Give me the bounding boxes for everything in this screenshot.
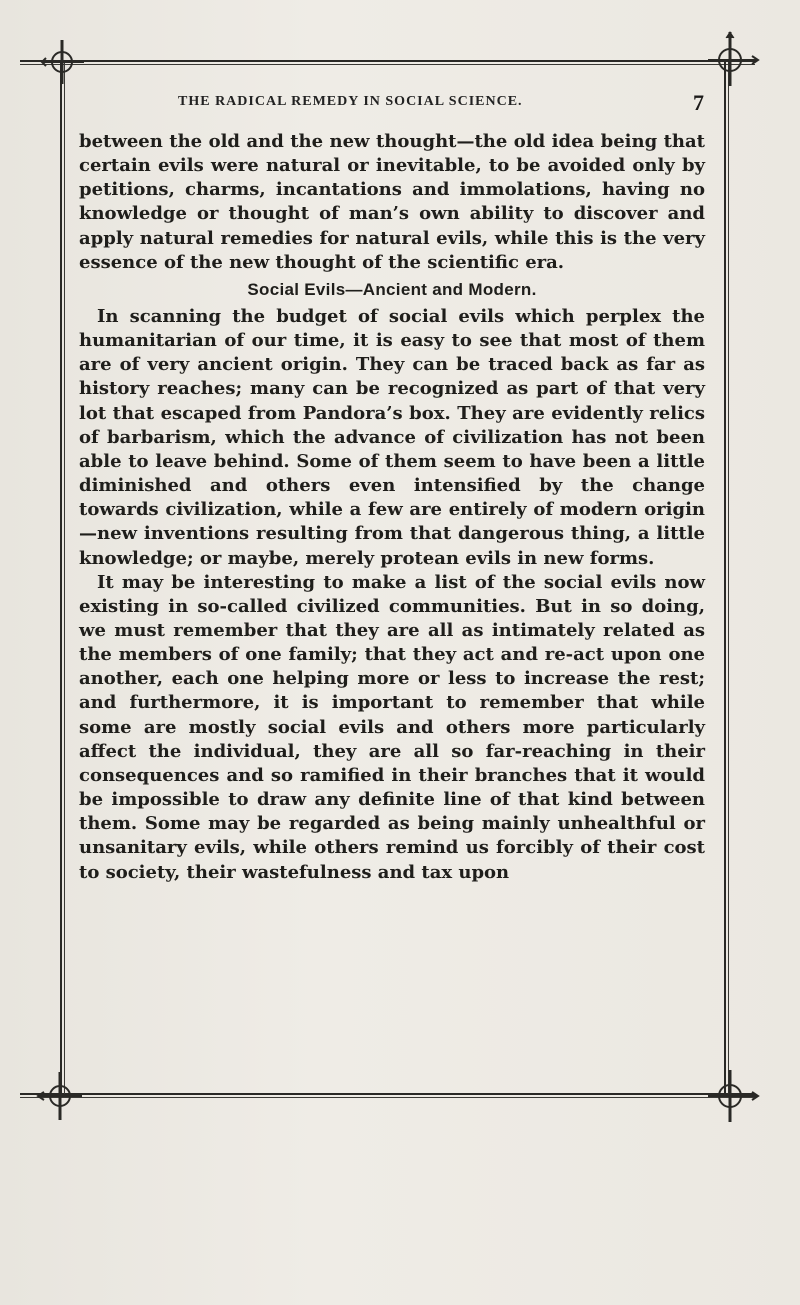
frame-bottom-rule-inner xyxy=(20,1097,755,1098)
paragraph: It may be interesting to make a list of the social evils now existing in so-called civilized communities. But in so doing, we must remember that they are all as intimately related as the members of one family; that they act and re-act upon one another, each one helping more or less to increase the rest; and furthermore, it is important to remember that while some are mostly social evils and others more particularly affect the individual, they are all so far-reaching in their consequences and so ramified in their branches that it would be impossible to draw any definite line of that kind between them. Some may be regarded as being mainly unhealthful or unsanitary evils, while others remind us forcibly of their cost to society, their wastefulness and tax upon xyxy=(79,571,705,883)
frame-right-rule-inner xyxy=(728,62,729,1094)
page-number: 7 xyxy=(693,90,704,115)
frame-top-rule-inner xyxy=(20,64,755,65)
frame-left-rule-inner xyxy=(64,62,65,1094)
frame-left-rule xyxy=(60,62,62,1094)
paragraph: between the old and the new thought—the old idea being that certain evils were natural or inevitable, to be avoided only by petitions, charms, incantations and immolations, having no knowledge or thought of man’s own ability to discover and apply natural remedies for natural evils, while this is the very essence of the new thought of the scientific era. xyxy=(79,131,705,273)
body-text xyxy=(79,130,705,885)
corner-ornament-icon xyxy=(704,30,760,88)
corner-ornament-icon xyxy=(40,38,86,86)
frame-right-rule xyxy=(724,62,726,1094)
frame-top-rule xyxy=(20,60,755,62)
running-head xyxy=(60,90,710,118)
corner-ornament-icon xyxy=(36,1070,84,1122)
corner-ornament-icon xyxy=(704,1068,760,1124)
running-head-title: THE RADICAL REMEDY IN SOCIAL SCIENCE. xyxy=(178,94,523,109)
frame-bottom-rule xyxy=(20,1093,755,1095)
paragraph: In scanning the budget of social evils which perplex the humanitarian of our time, it is easy to see that most of them are of very ancient origin. They can be traced back as far as history reaches; many can be recognized as part of that very lot that escaped from Pandora’s box. They are evidently relics of barbarism, which the advance of civilization has not been able to leave behind. Some of them seem to have been a little diminished and others even intensified by the change towards civilization, while a few are entirely of modern origin—new inventions resulting from that dangerous thing, a little knowledge; or maybe, merely protean evils in new forms. xyxy=(79,305,705,569)
section-heading: Social Evils—Ancient and Modern. xyxy=(247,279,537,299)
